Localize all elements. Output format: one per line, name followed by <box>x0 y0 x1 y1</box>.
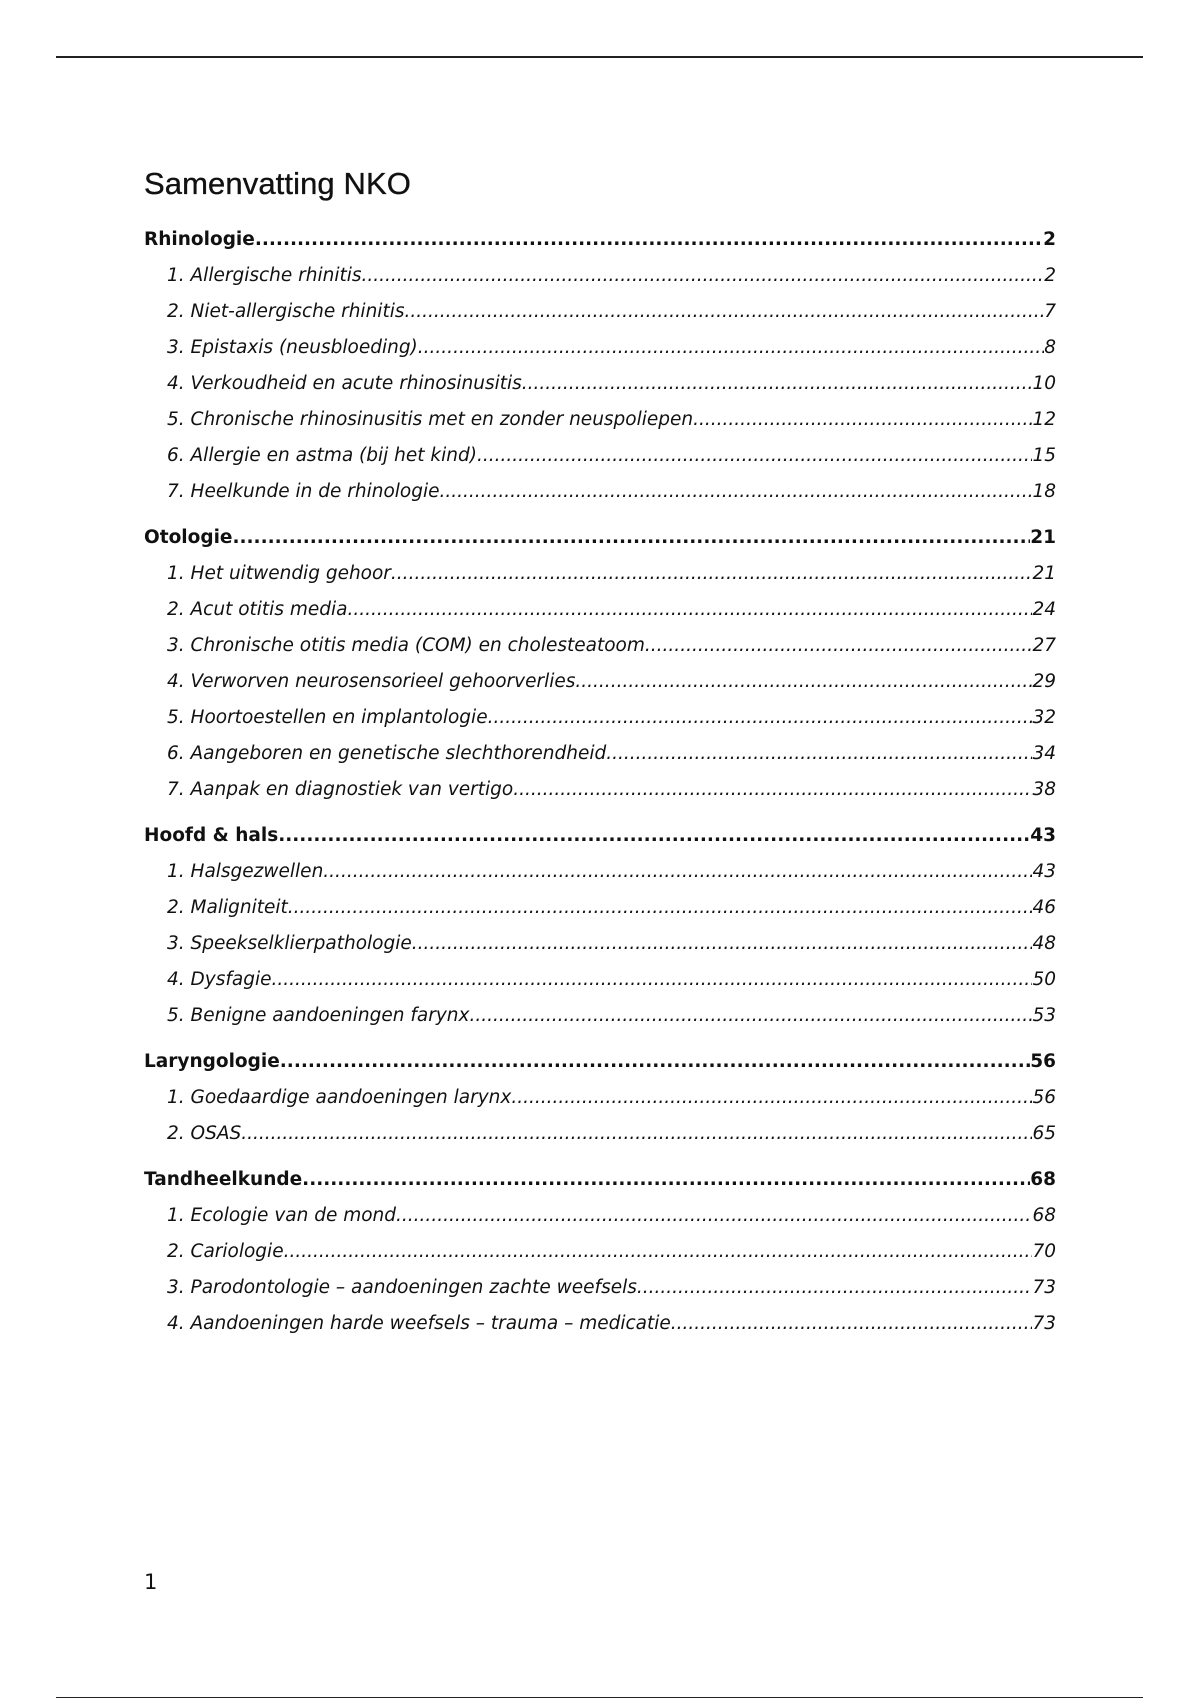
toc-entry-page-number: 46 <box>1032 897 1056 918</box>
toc-entry-page-number: 7 <box>1044 301 1056 322</box>
toc-entry-label: 4. Verworven neurosensorieel gehoorverlies <box>167 671 576 692</box>
dot-leader <box>362 258 1045 294</box>
toc-entry[interactable] <box>144 1234 1056 1270</box>
toc-heading-page-number: 2 <box>1043 229 1056 250</box>
footer-rule <box>56 1697 1143 1698</box>
toc-entry-label: 6. Aangeboren en genetische slechthorendheid <box>167 743 607 764</box>
toc-entry-page-number: 73 <box>1032 1313 1056 1334</box>
toc-entry-page-number: 38 <box>1032 779 1056 800</box>
dot-leader <box>469 998 1032 1034</box>
toc-entry[interactable] <box>144 926 1056 962</box>
toc-entry-page-number: 53 <box>1032 1005 1056 1026</box>
dot-leader <box>302 1162 1030 1198</box>
toc-entry-label: 2. Niet-allergische rhinitis <box>167 301 405 322</box>
toc-heading-label: Rhinologie <box>144 229 255 250</box>
toc-entry[interactable] <box>144 294 1056 330</box>
toc-heading[interactable] <box>144 818 1056 854</box>
dot-leader <box>241 1116 1032 1152</box>
toc-entry-label: 3. Speekselklierpathologie <box>167 933 412 954</box>
dot-leader <box>323 854 1032 890</box>
toc-entry[interactable] <box>144 998 1056 1034</box>
toc-entry[interactable] <box>144 1270 1056 1306</box>
dot-leader <box>488 700 1033 736</box>
toc-entry-label: 3. Chronische otitis media (COM) en cholesteatoom <box>167 635 645 656</box>
document-title: Samenvatting NKO <box>144 166 411 201</box>
toc-entry-label: 1. Halsgezwellen <box>167 861 324 882</box>
toc-entry[interactable] <box>144 890 1056 926</box>
toc-entry[interactable] <box>144 1306 1056 1342</box>
toc-entry[interactable] <box>144 366 1056 402</box>
toc-entry-page-number: 29 <box>1032 671 1056 692</box>
toc-entry-label: 2. Maligniteit <box>167 897 288 918</box>
toc-entry[interactable] <box>144 592 1056 628</box>
toc-entry-label: 7. Aanpak en diagnostiek van vertigo <box>167 779 514 800</box>
toc-entry-page-number: 21 <box>1032 563 1056 584</box>
toc-entry-page-number: 2 <box>1044 265 1056 286</box>
dot-leader <box>645 628 1033 664</box>
toc-entry-page-number: 68 <box>1032 1205 1056 1226</box>
dot-leader <box>278 818 1030 854</box>
toc-entry-label: 5. Benigne aandoeningen farynx <box>167 1005 470 1026</box>
toc-entry-label: 4. Verkoudheid en acute rhinosinusitis <box>167 373 522 394</box>
toc-entry[interactable] <box>144 736 1056 772</box>
toc-entry-page-number: 50 <box>1032 969 1056 990</box>
toc-heading[interactable] <box>144 1044 1056 1080</box>
toc-entry[interactable] <box>144 1198 1056 1234</box>
toc-entry-page-number: 34 <box>1032 743 1056 764</box>
toc-entry-page-number: 12 <box>1032 409 1056 430</box>
toc-entry-label: 5. Chronische rhinosinusitis met en zonder neuspoliepen <box>167 409 694 430</box>
toc-heading-label: Hoofd & hals <box>144 825 279 846</box>
toc-section <box>144 520 1056 808</box>
dot-leader <box>271 962 1032 998</box>
dot-leader <box>391 556 1033 592</box>
dot-leader <box>513 772 1032 808</box>
toc-entry-label: 2. OSAS <box>167 1123 242 1144</box>
toc-entry-page-number: 8 <box>1044 337 1056 358</box>
toc-heading[interactable] <box>144 520 1056 556</box>
toc-entry-label: 3. Parodontologie – aandoeningen zachte weefsels <box>167 1277 637 1298</box>
toc-entry-label: 1. Allergische rhinitis <box>167 265 362 286</box>
toc-entry-page-number: 73 <box>1032 1277 1056 1298</box>
dot-leader <box>255 222 1043 258</box>
toc-entry-label: 5. Hoortoestellen en implantologie <box>167 707 488 728</box>
toc-entry[interactable] <box>144 772 1056 808</box>
dot-leader <box>347 592 1032 628</box>
dot-leader <box>671 1306 1033 1342</box>
toc-heading-page-number: 68 <box>1030 1169 1056 1190</box>
toc-entry[interactable] <box>144 556 1056 592</box>
dot-leader <box>511 1080 1032 1116</box>
toc-heading[interactable] <box>144 222 1056 258</box>
toc-entry-page-number: 56 <box>1032 1087 1056 1108</box>
dot-leader <box>404 294 1044 330</box>
toc-heading-label: Laryngologie <box>144 1051 280 1072</box>
dot-leader <box>522 366 1033 402</box>
toc-entry-page-number: 24 <box>1032 599 1056 620</box>
table-of-contents <box>144 166 1056 1352</box>
toc-heading-page-number: 56 <box>1030 1051 1056 1072</box>
toc-entry[interactable] <box>144 700 1056 736</box>
toc-entry-label: 2. Acut otitis media <box>167 599 348 620</box>
toc-entry-label: 4. Dysfagie <box>167 969 272 990</box>
toc-entry[interactable] <box>144 854 1056 890</box>
toc-entry[interactable] <box>144 402 1056 438</box>
dot-leader <box>477 438 1032 474</box>
toc-entry-page-number: 48 <box>1032 933 1056 954</box>
toc-section <box>144 222 1056 510</box>
toc-entry[interactable] <box>144 474 1056 510</box>
dot-leader <box>412 926 1033 962</box>
toc-entry[interactable] <box>144 330 1056 366</box>
toc-entry[interactable] <box>144 962 1056 998</box>
toc-section <box>144 1162 1056 1342</box>
toc-entry-page-number: 32 <box>1032 707 1056 728</box>
toc-heading-label: Otologie <box>144 527 233 548</box>
toc-entry-label: 1. Het uitwendig gehoor <box>167 563 391 584</box>
toc-entry-page-number: 10 <box>1032 373 1056 394</box>
toc-heading-label: Tandheelkunde <box>144 1169 303 1190</box>
dot-leader <box>606 736 1032 772</box>
dot-leader <box>288 890 1033 926</box>
toc-section <box>144 1044 1056 1152</box>
toc-entry[interactable] <box>144 1080 1056 1116</box>
toc-entry-page-number: 27 <box>1032 635 1056 656</box>
dot-leader <box>693 402 1032 438</box>
toc-list <box>144 222 1056 1342</box>
toc-entry-page-number: 70 <box>1032 1241 1056 1262</box>
dot-leader <box>575 664 1032 700</box>
toc-entry-label: 2. Cariologie <box>167 1241 284 1262</box>
page-number: 1 <box>144 1570 158 1594</box>
header-rule <box>56 56 1143 58</box>
toc-entry-label: 1. Ecologie van de mond <box>167 1205 397 1226</box>
dot-leader <box>637 1270 1033 1306</box>
toc-entry-page-number: 15 <box>1032 445 1056 466</box>
toc-entry-page-number: 18 <box>1032 481 1056 502</box>
toc-entry-label: 3. Epistaxis (neusbloeding) <box>167 337 418 358</box>
toc-entry-label: 4. Aandoeningen harde weefsels – trauma – medicatie <box>167 1313 671 1334</box>
dot-leader <box>280 1044 1030 1080</box>
toc-heading-page-number: 21 <box>1030 527 1056 548</box>
toc-entry-page-number: 65 <box>1032 1123 1056 1144</box>
toc-entry[interactable] <box>144 628 1056 664</box>
toc-entry[interactable] <box>144 438 1056 474</box>
toc-heading[interactable] <box>144 1162 1056 1198</box>
dot-leader <box>396 1198 1032 1234</box>
dot-leader <box>440 474 1033 510</box>
toc-entry-page-number: 43 <box>1032 861 1056 882</box>
toc-entry-label: 6. Allergie en astma (bij het kind) <box>167 445 477 466</box>
dot-leader <box>418 330 1044 366</box>
toc-entry-label: 1. Goedaardige aandoeningen larynx <box>167 1087 512 1108</box>
toc-section <box>144 818 1056 1034</box>
toc-heading-page-number: 43 <box>1030 825 1056 846</box>
toc-entry-label: 7. Heelkunde in de rhinologie <box>167 481 440 502</box>
toc-entry[interactable] <box>144 258 1056 294</box>
dot-leader <box>232 520 1030 556</box>
dot-leader <box>284 1234 1033 1270</box>
toc-entry[interactable] <box>144 664 1056 700</box>
toc-entry[interactable] <box>144 1116 1056 1152</box>
